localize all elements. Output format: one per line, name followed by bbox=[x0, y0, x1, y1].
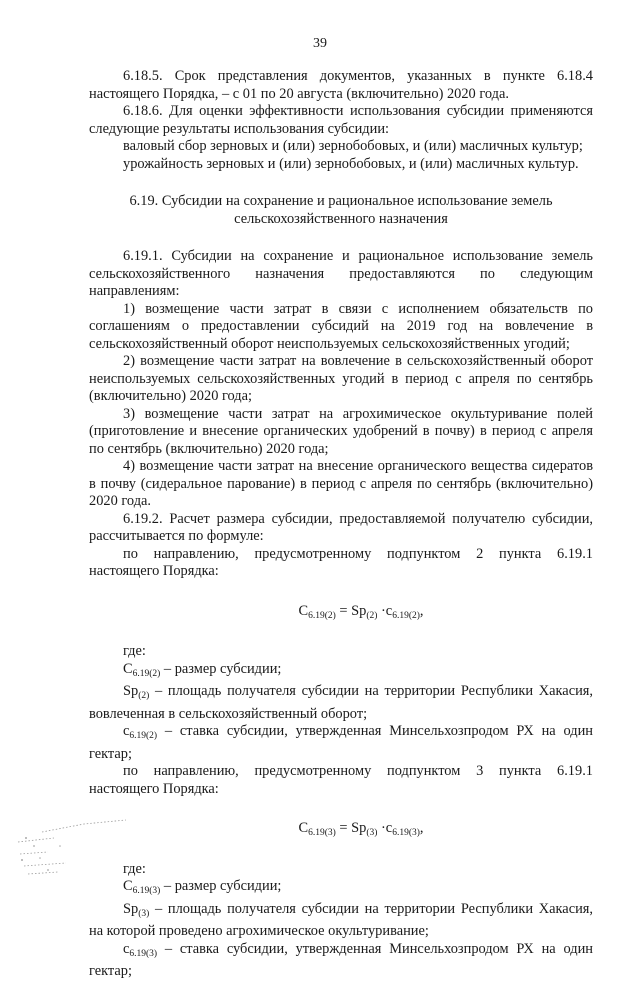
direction-item-3: 3) возмещение части затрат на агрохимическое окультуривание полей (приготовление и внесение органических удобрений в почву) в период с апреля по сентябрь (включительно) 2020 года; bbox=[89, 405, 593, 457]
where-label: где: bbox=[123, 860, 146, 877]
definition-rate-6-19-3: $c_{6.19(3)}$ – ставка субсидии, утвержденная Минсельхозпродом РХ на один гектар; bbox=[89, 940, 593, 979]
paragraph-6-19-1: 6.19.1. Субсидии на сохранение и рациональное использование земель сельскохозяйственного назначения предоставляются по следующим направлениям: bbox=[89, 248, 593, 299]
section-title-6-19 bbox=[89, 193, 593, 228]
page-number: 39 bbox=[313, 36, 327, 51]
direction-2-intro: по направлению, предусмотренному подпунктом 2 пункта 6.19.1 настоящего Порядка: bbox=[89, 545, 593, 579]
formula-direction-3: $C_{6.19(3)} = Sp_{(3)} \cdot c_{6.19(3)}$, bbox=[298, 820, 424, 838]
formula-direction-2: $C_{6.19(2)} = Sp_{(2)} \cdot c_{6.19(2)}$, bbox=[298, 602, 424, 621]
definition-sp-3: $Sp_{(3)}$ – площадь получателя субсидии на территории Республики Хакасия, на которой проведено агрохимическое окультуривание; bbox=[89, 900, 593, 939]
paragraph-6-18-6: 6.18.6. Для оценки эффективности использования субсидии применяются следующие результаты использования субсидии: bbox=[89, 103, 593, 137]
document-body bbox=[89, 68, 593, 981]
result-item-yield: урожайность зерновых и (или) зернобобовых, и (или) масличных культур. bbox=[123, 155, 579, 172]
definition-c-6-19-2: $C_{6.19(2)}$ – размер субсидии; bbox=[123, 660, 282, 679]
definition-sp-2: $Sp_{(2)}$ – площадь получателя субсидии на территории Республики Хакасия, вовлеченная в сельскохозяйственный оборот; bbox=[89, 683, 593, 722]
paragraph-6-19-2: 6.19.2. Расчет размера субсидии, предоставляемой получателю субсидии, рассчитывается по формуле: bbox=[89, 510, 593, 544]
direction-item-1: 1) возмещение части затрат в связи с исполнением обязательств по соглашениям о предоставлении субсидий на 2019 год на вовлечение в сельскохозяйственный оборот неиспользуемых сельскохозяйственных угодий; bbox=[89, 300, 593, 352]
direction-3-intro: по направлению, предусмотренному подпунктом 3 пункта 6.19.1 настоящего Порядка: bbox=[89, 763, 593, 797]
definition-c-6-19-3: $C_{6.19(3)}$ – размер субсидии; bbox=[123, 878, 282, 896]
scan-stamp-mark bbox=[14, 808, 132, 878]
direction-item-2: 2) возмещение части затрат на вовлечение в сельскохозяйственный оборот неиспользуемых сельскохозяйственных угодий в период с апреля по сентябрь (включительно) 2020 года; bbox=[89, 353, 593, 404]
where-label: где: bbox=[123, 643, 146, 659]
paragraph-6-18-5: 6.18.5. Срок представления документов, указанных в пункте 6.18.4 настоящего Порядка, – с 01 по 20 августа (включительно) 2020 года. bbox=[89, 68, 593, 102]
definition-rate-6-19-2: $c_{6.19(2)}$ – ставка субсидии, утвержденная Минсельхозпродом РХ на один гектар; bbox=[89, 723, 593, 762]
section-title-line1: 6.19. Субсидии на сохранение и рациональное использование земель bbox=[129, 193, 553, 209]
result-item-gross-harvest: валовый сбор зерновых и (или) зернобобовых, и (или) масличных культур; bbox=[123, 138, 583, 154]
section-title-line2: сельскохозяйственного назначения bbox=[234, 210, 448, 227]
direction-item-4: 4) возмещение части затрат на внесение органического вещества сидератов в почву (сидеральное парование) в период с апреля по сентябрь (включительно) 2020 года. bbox=[89, 458, 593, 509]
